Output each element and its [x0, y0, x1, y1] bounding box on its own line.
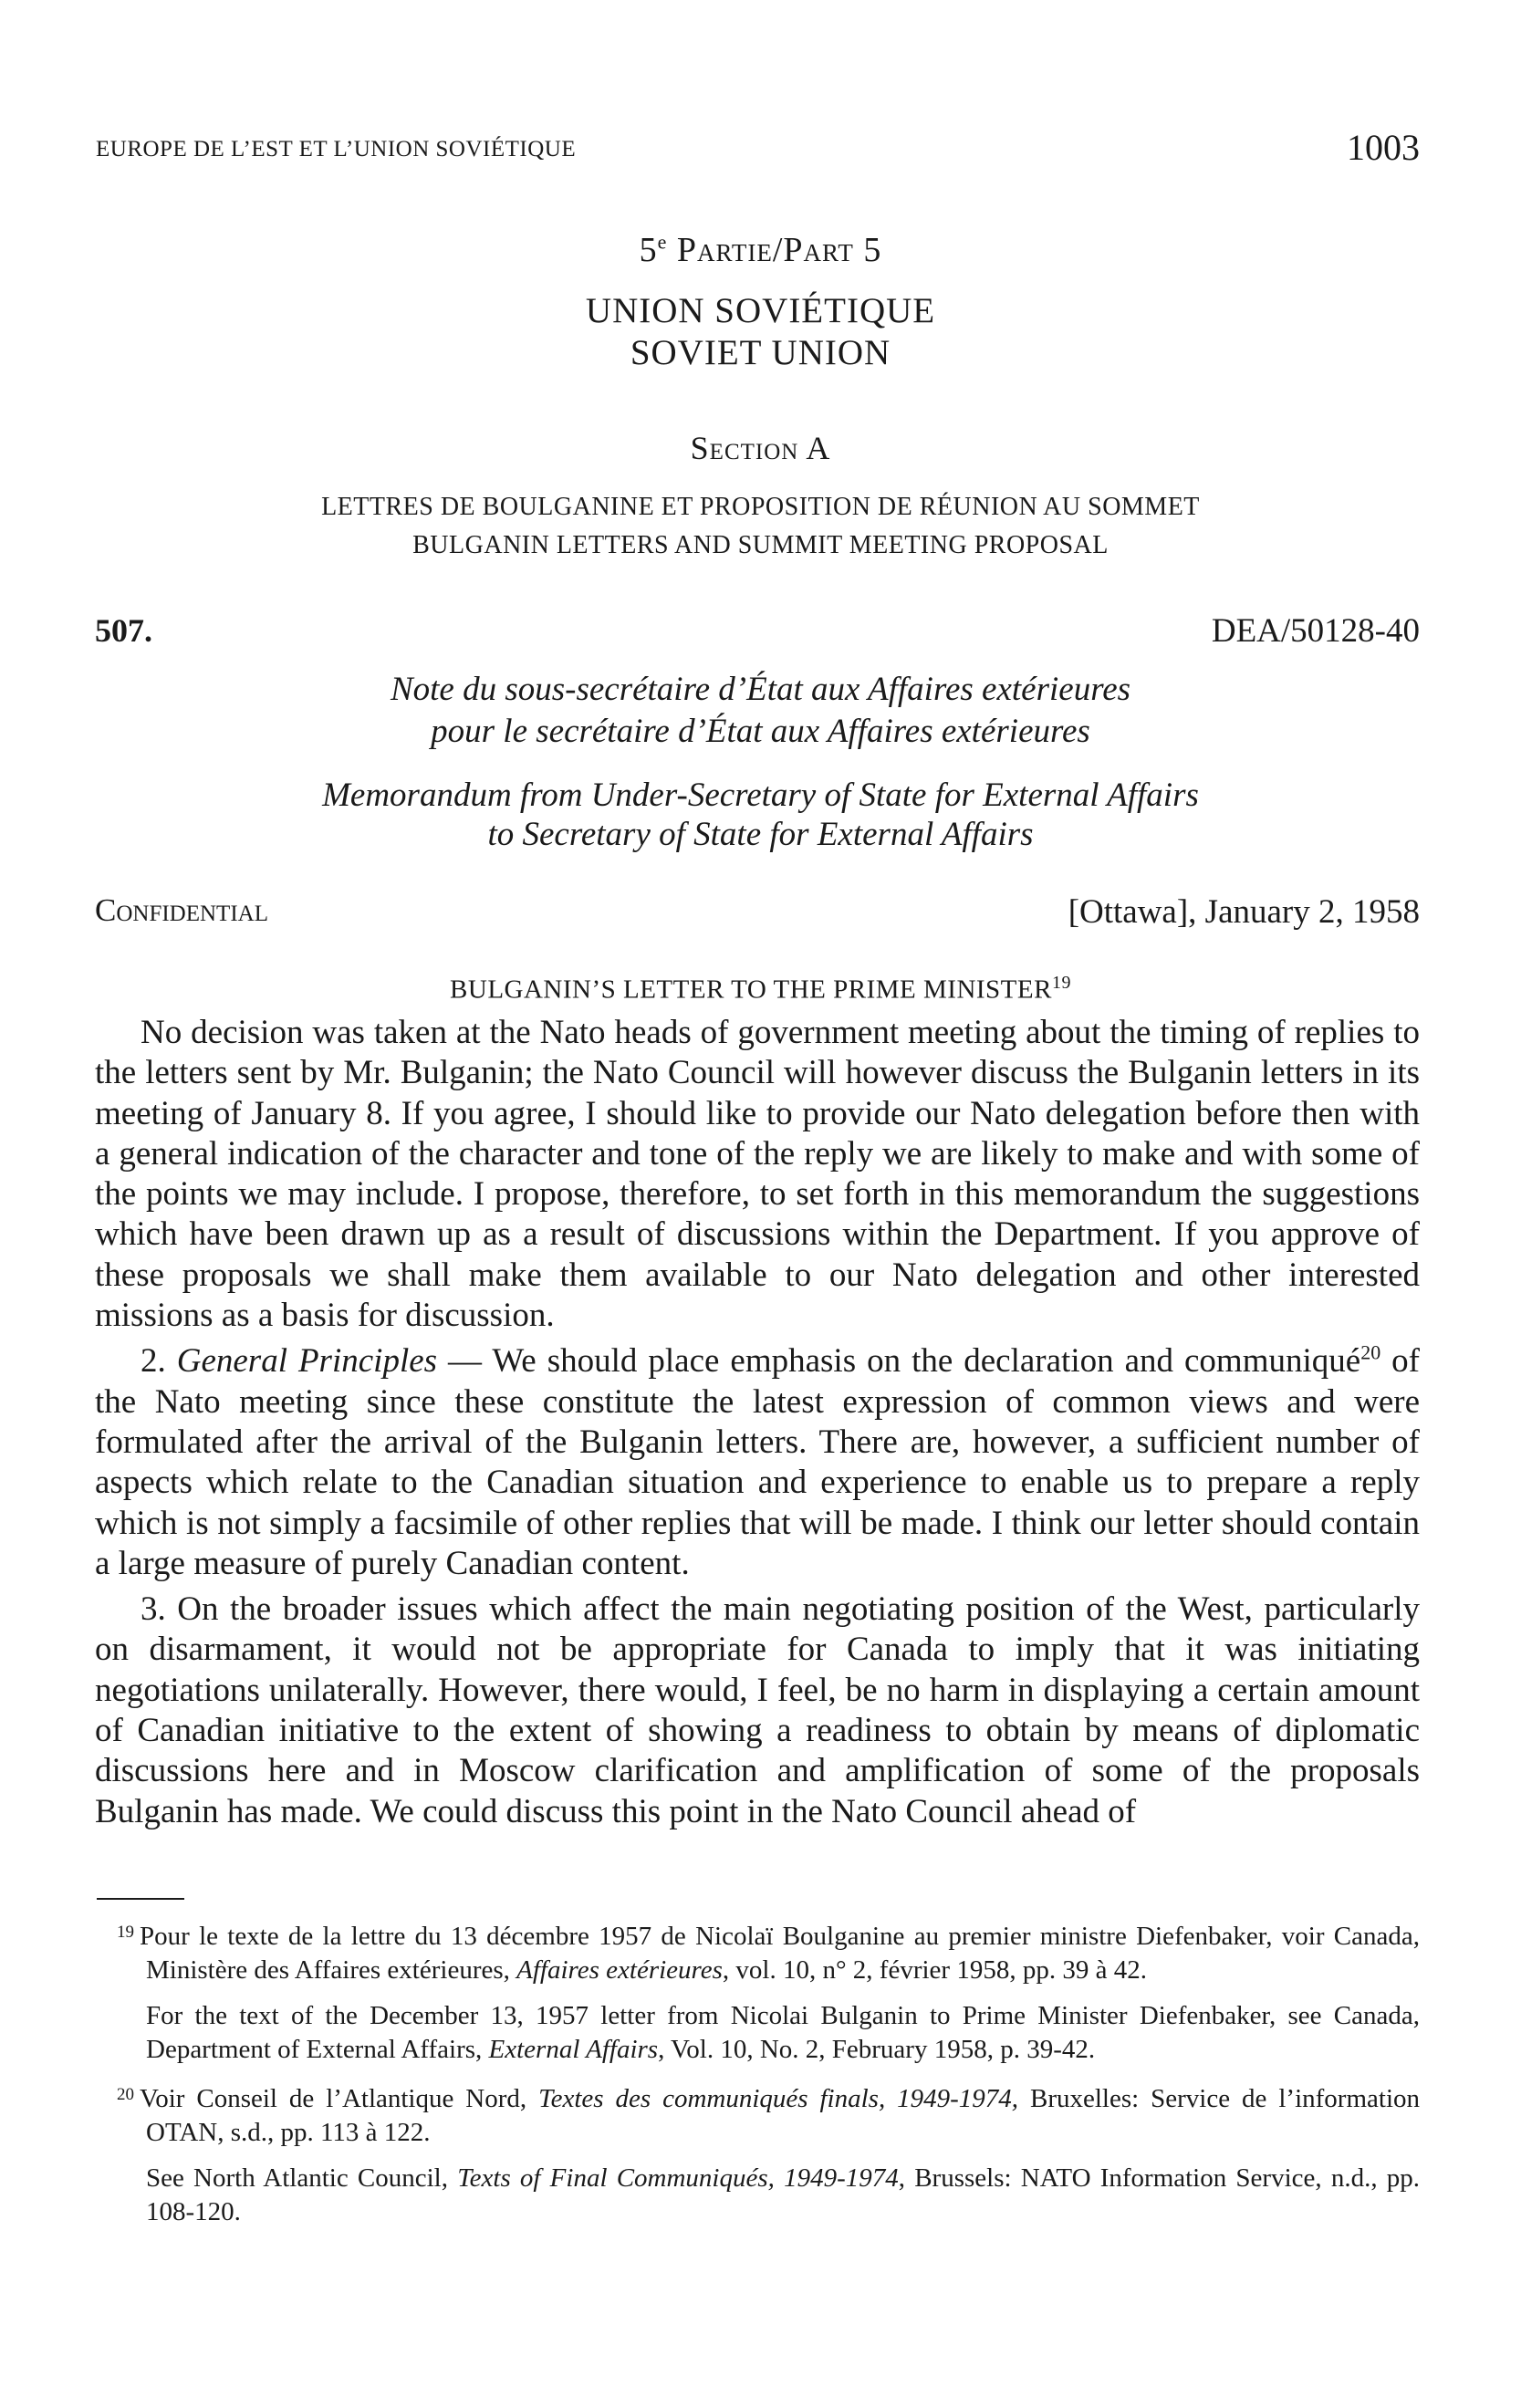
classification: Confidential	[95, 892, 268, 928]
country-title-fr: UNION SOVIÉTIQUE	[585, 291, 936, 330]
document-title-fr-line1: Note du sous-secrétaire d’État aux Affaires extérieures	[390, 671, 1131, 708]
footnote-19-fr-text-b: , vol. 10, n° 2, février 1958, pp. 39 à 42.	[722, 1955, 1147, 1985]
footnote-20-fr	[117, 2079, 1420, 2149]
section-subtitle-fr: LETTRES DE BOULGANINE ET PROPOSITION DE RÉUNION AU SOMMET	[321, 493, 1200, 521]
document-number: 507.	[95, 612, 152, 649]
footnote-divider	[97, 1898, 184, 1900]
page-number: 1003	[1347, 127, 1420, 168]
part-number: 5	[639, 231, 658, 269]
footnote-19-number: 19	[117, 1923, 134, 1942]
document-title-en-line1: Memorandum from Under-Secretary of State for External Affairs	[322, 777, 1199, 814]
part-number-suffix: e	[657, 230, 668, 254]
paragraph-2	[95, 1341, 1420, 1584]
body-text	[95, 1013, 1420, 1838]
document-title-en-line2: to Secretary of State for External Affairs	[487, 816, 1034, 853]
footnote-19-en-text-a: For the text of the December 13, 1957 letter from Nicolai Bulganin to Prime Minister Diefenbaker, see Canada, Department of External Affairs,	[146, 2001, 1420, 2064]
date-line: [Ottawa], January 2, 1958	[1068, 893, 1420, 931]
country-title-en: SOVIET UNION	[630, 333, 891, 372]
footnote-20-fr-text-b: Bruxelles: Service de l’information OTAN, s.d., pp. 113 à 122.	[146, 2084, 1420, 2147]
footnote-20-en	[146, 2162, 1420, 2228]
footnote-20-fr-text-a: Voir Conseil de l’Atlantique Nord,	[140, 2084, 539, 2113]
paragraph-2-text-b: of the Nato meeting since these constitute the latest expression of common views and were formulated after the arrival of the Bulganin letters. There are, however, a sufficient number of aspects which relate to the Canadian situation and experience to enable us to prepare a reply which is not simply a facsimile of other replies that will be made. I think our letter should contain a large measure of purely Canadian content.	[95, 1342, 1420, 1582]
subject-heading	[0, 973, 1521, 1006]
footnote-20-en-text-a: See North Atlantic Council,	[146, 2163, 458, 2193]
footnote-20-number: 20	[117, 2085, 134, 2104]
paragraph-2-number: 2.	[141, 1342, 177, 1381]
section-heading: Section A	[690, 430, 831, 466]
file-reference: DEA/50128-40	[1211, 612, 1420, 650]
paragraph-2-text-a: — We should place emphasis on the declaration and communiqué	[437, 1342, 1361, 1381]
paragraph-2-heading: General Principles	[176, 1342, 438, 1381]
footnote-19-fr	[117, 1916, 1420, 1986]
part-label: Partie/Part 5	[667, 231, 882, 269]
footnote-20-en-text-b: , Brussels: NATO Information Service, n.d., pp. 108-120.	[146, 2163, 1421, 2226]
footnote-20-fr-title: Textes des communiqués finals, 1949-1974,	[538, 2084, 1019, 2113]
paragraph-3: 3. On the broader issues which affect the main negotiating position of the West, particularly on disarmament, it would not be appropriate for Canada to imply that it was initiating negotiations unilaterally. However, there would, I feel, be no harm in displaying a certain amount of Canadian initiative to the extent of showing a readiness to obtain by means of diplomatic discussions here and in Moscow clarification and amplification of some of the proposals Bulganin has made. We could discuss this point in the Nato Council ahead of	[95, 1590, 1420, 1830]
footnotes	[117, 1916, 1421, 2241]
subject-text: BULGANIN’S LETTER TO THE PRIME MINISTER	[450, 975, 1052, 1005]
footnote-20-en-title: Texts of Final Communiqués, 1949-1974	[457, 2163, 899, 2193]
part-heading	[0, 230, 1521, 270]
footnote-19-en-title: External Affairs	[488, 2034, 659, 2064]
footnote-19-fr-text-a: Pour le texte de la lettre du 13 décembre 1957 de Nicolaï Boulganine au premier ministre Diefenbaker, voir Canada, Ministère des Affaires extérieures,	[140, 1922, 1420, 1985]
footnote-19-en	[146, 1999, 1420, 2066]
footnote-ref-20: 20	[1360, 1341, 1381, 1365]
running-head: EUROPE DE L’EST ET L’UNION SOVIÉTIQUE	[96, 137, 577, 162]
footnote-19-fr-title: Affaires extérieures	[516, 1955, 723, 1985]
document-title-fr-line2: pour le secrétaire d’État aux Affaires extérieures	[431, 713, 1090, 750]
footnote-ref-19: 19	[1051, 973, 1071, 993]
section-subtitle-en: BULGANIN LETTERS AND SUMMIT MEETING PROPOSAL	[412, 531, 1109, 559]
footnote-19-en-text-b: , Vol. 10, No. 2, February 1958, p. 39-42.	[658, 2034, 1096, 2064]
paragraph-1: No decision was taken at the Nato heads of government meeting about the timing of replies to the letters sent by Mr. Bulganin; the Nato Council will however discuss the Bulganin letters in its meeting of January 8. If you agree, I should like to provide our Nato delegation before then with a general indication of the character and tone of the reply we are likely to make and with some of the points we may include. I propose, therefore, to set forth in this memorandum the suggestions which have been drawn up as a result of discussions within the Department. If you approve of these proposals we shall make them available to our Nato delegation and other interested missions as a basis for discussion.	[95, 1014, 1420, 1335]
